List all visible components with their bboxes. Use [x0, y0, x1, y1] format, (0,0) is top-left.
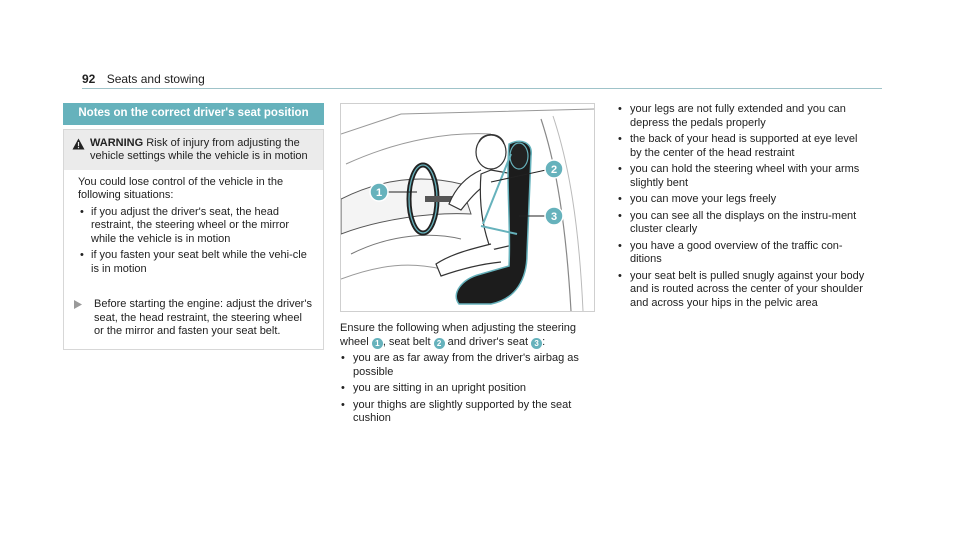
header-rule	[82, 88, 882, 89]
list-item: • you can move your legs freely	[617, 193, 869, 207]
ensure-continued-column	[617, 103, 869, 313]
section-title: Seats and stowing	[106, 72, 205, 86]
warning-triangle-icon	[72, 137, 90, 164]
list-item: • your legs are not fully extended and you can depress the pedals properly	[617, 103, 869, 130]
seat-position-illustration	[340, 103, 595, 312]
notes-heading: Notes on the correct driver's seat position	[63, 103, 324, 125]
list-item: • you have a good overview of the traffic con-ditions	[617, 240, 869, 267]
callout-2	[545, 160, 563, 178]
svg-text:1: 1	[375, 187, 383, 199]
tip-block	[64, 291, 323, 349]
warning-block	[64, 130, 323, 170]
list-item: • you are sitting in an upright position	[340, 382, 595, 396]
list-item: • your seat belt is pulled snugly against your body and is routed across the center of your shoulder and across your hips in the pelvic area	[617, 270, 869, 311]
warning-headline: Risk of injury from adjusting the vehicle settings while the vehicle is in motion	[90, 136, 308, 162]
tip-text: Before starting the engine: adjust the driver's seat, the head restraint, the steering wheel or the mirror and fasten your seat belt.	[94, 298, 312, 337]
warning-text	[90, 137, 315, 164]
list-item: • the back of your head is supported at eye level by the center of the head restraint	[617, 133, 869, 160]
arrow-right-icon	[74, 298, 94, 339]
svg-text:2: 2	[550, 164, 558, 176]
warning-body	[64, 170, 323, 288]
ensure-text-3: and driver's seat	[447, 335, 529, 348]
list-item: • if you adjust the driver's seat, the head restraint, the steering wheel or the mirror while the vehicle is in motion	[78, 206, 313, 247]
ensure-intro	[340, 322, 595, 349]
page-number: 92	[82, 72, 96, 86]
callout-3	[545, 207, 563, 225]
callout-1	[370, 183, 388, 201]
ensure-list	[340, 352, 595, 426]
svg-text:3: 3	[550, 211, 558, 223]
ensure-text-4: :	[542, 335, 546, 348]
list-item: • your thighs are slightly supported by the seat cushion	[340, 399, 595, 426]
callout-badge-2: 2	[434, 338, 445, 349]
notes-column	[63, 103, 324, 350]
ensure-column	[340, 322, 595, 429]
callout-badge-1: 1	[372, 338, 383, 349]
page-header	[82, 72, 205, 86]
list-item: • you can see all the displays on the instru-ment cluster clearly	[617, 210, 869, 237]
warning-label: WARNING	[90, 136, 144, 149]
warning-list	[78, 206, 313, 277]
ensure-list-continued	[617, 103, 869, 310]
warning-intro: You could lose control of the vehicle in the following situations:	[78, 175, 284, 201]
list-item: • you are as far away from the driver's airbag as possible	[340, 352, 595, 379]
ensure-text-2: , seat belt	[382, 335, 431, 348]
callout-badge-3: 3	[531, 338, 542, 349]
list-item: • you can hold the steering wheel with your arms slightly bent	[617, 163, 869, 190]
list-item: • if you fasten your seat belt while the vehi-cle is in motion	[78, 249, 313, 276]
ensure-text-1: Ensure the following when adjusting the steering wheel	[340, 322, 577, 348]
notes-box	[63, 129, 324, 350]
